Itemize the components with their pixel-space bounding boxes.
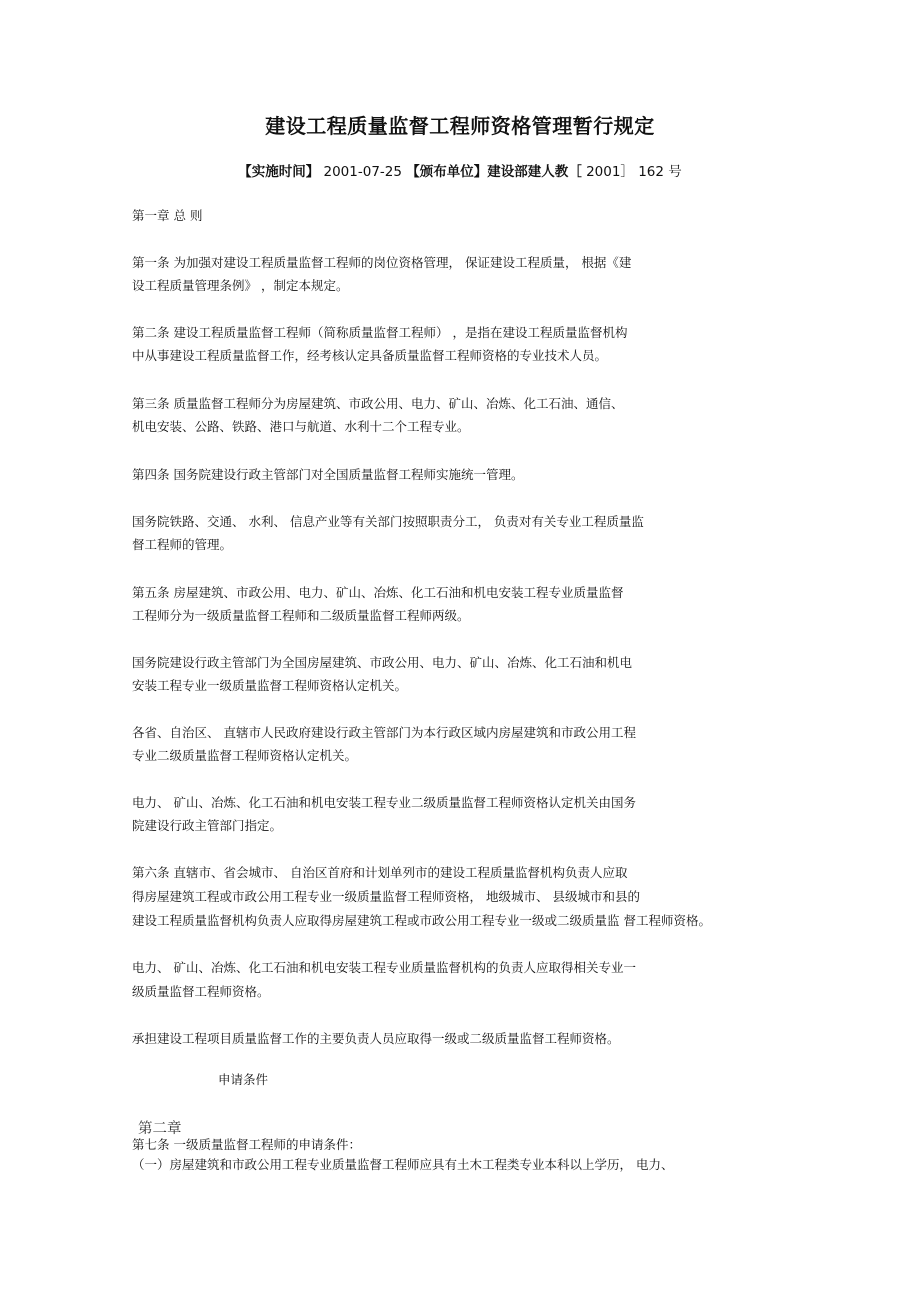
document-meta bbox=[0, 160, 920, 180]
meta-year: 2001］ bbox=[586, 164, 634, 180]
document-title: 建设工程质量监督工程师资格管理暂行规定 bbox=[265, 114, 655, 138]
paragraph-line: 督工程师的管理。 bbox=[132, 537, 233, 552]
paragraph-line: （一）房屋建筑和市政公用工程专业质量监督工程师应具有土木工程类专业本科以上学历， 电力、 bbox=[132, 1157, 674, 1172]
paragraph-line: 中从事建设工程质量监督工作，经考核认定具备质量监督工程师资格的专业技术人员。 bbox=[132, 348, 608, 363]
paragraph-line: 院建设行政主管部门指定。 bbox=[132, 818, 283, 833]
meta-number: 162 号 bbox=[638, 164, 682, 180]
paragraph-line: 第一条 为加强对建设工程质量监督工程师的岗位资格管理， 保证建设工程质量， 根据《建 bbox=[132, 255, 632, 270]
paragraph-line: 机电安装、公路、铁路、港口与航道、水利十二个工程专业。 bbox=[132, 419, 470, 434]
paragraph-line: 专业二级质量监督工程师资格认定机关。 bbox=[132, 748, 358, 763]
paragraph-line: 各省、自治区、 直辖市人民政府建设行政主管部门为本行政区域内房屋建筑和市政公用工程 bbox=[132, 725, 636, 740]
meta-issuer-label: 【颁布单位】 bbox=[406, 164, 488, 180]
paragraph-line: 电力、 矿山、冶炼、化工石油和机电安装工程专业二级质量监督工程师资格认定机关由国务 bbox=[132, 795, 636, 810]
paragraph-line: 第四条 国务院建设行政主管部门对全国质量监督工程师实施统一管理。 bbox=[132, 467, 524, 482]
paragraph-line: 级质量监督工程师资格。 bbox=[132, 984, 270, 999]
paragraph-line: 电力、 矿山、冶炼、化工石油和机电安装工程专业质量监督机构的负责人应取得相关专业一 bbox=[132, 960, 636, 975]
paragraph-line: 国务院建设行政主管部门为全国房屋建筑、市政公用、电力、矿山、冶炼、化工石油和机电 bbox=[132, 655, 633, 670]
paragraph-line: 得房屋建筑工程或市政公用工程专业一级质量监督工程师资格， 地级城市、 县级城市和县的 bbox=[132, 889, 640, 904]
paragraph-line: 第七条 一级质量监督工程师的申请条件： bbox=[132, 1137, 361, 1152]
paragraph-line: 第二条 建设工程质量监督工程师（简称质量监督工程师） ，是指在建设工程质量监督机构 bbox=[132, 325, 628, 340]
meta-issuer: 建设部建人教［ bbox=[487, 164, 582, 180]
paragraph-line: 设工程质量管理条例》 ，制定本规定。 bbox=[132, 278, 349, 293]
chapter2-heading: 第二章 bbox=[138, 1121, 182, 1137]
chapter1-heading: 第一章 总 则 bbox=[132, 208, 203, 223]
paragraph-line: 第六条 直辖市、省会城市、 自治区首府和计划单列市的建设工程质量监督机构负责人应取 bbox=[132, 865, 628, 880]
paragraph-line: 工程师分为一级质量监督工程师和二级质量监督工程师两级。 bbox=[132, 608, 470, 623]
paragraph-line: 第五条 房屋建筑、市政公用、电力、矿山、冶炼、化工石油和机电安装工程专业质量监督 bbox=[132, 585, 624, 600]
paragraph-line: 国务院铁路、交通、 水利、 信息产业等有关部门按照职责分工， 负责对有关专业工程质量监 bbox=[132, 514, 644, 529]
paragraph-line: 安装工程专业一级质量监督工程师资格认定机关。 bbox=[132, 678, 408, 693]
paragraph-line: 承担建设工程项目质量监督工作的主要负责人员应取得一级或二级质量监督工程师资格。 bbox=[132, 1031, 620, 1046]
paragraph-line: 建设工程质量监督机构负责人应取得房屋建筑工程或市政公用工程专业一级或二级质量监 督工程师资格。 bbox=[132, 913, 711, 928]
meta-date: 2001-07-25 bbox=[323, 164, 402, 180]
chapter2-title: 申请条件 bbox=[218, 1072, 269, 1087]
meta-date-label: 【实施时间】 bbox=[238, 164, 320, 180]
paragraph-line: 第三条 质量监督工程师分为房屋建筑、市政公用、电力、矿山、冶炼、化工石油、通信、 bbox=[132, 396, 624, 411]
